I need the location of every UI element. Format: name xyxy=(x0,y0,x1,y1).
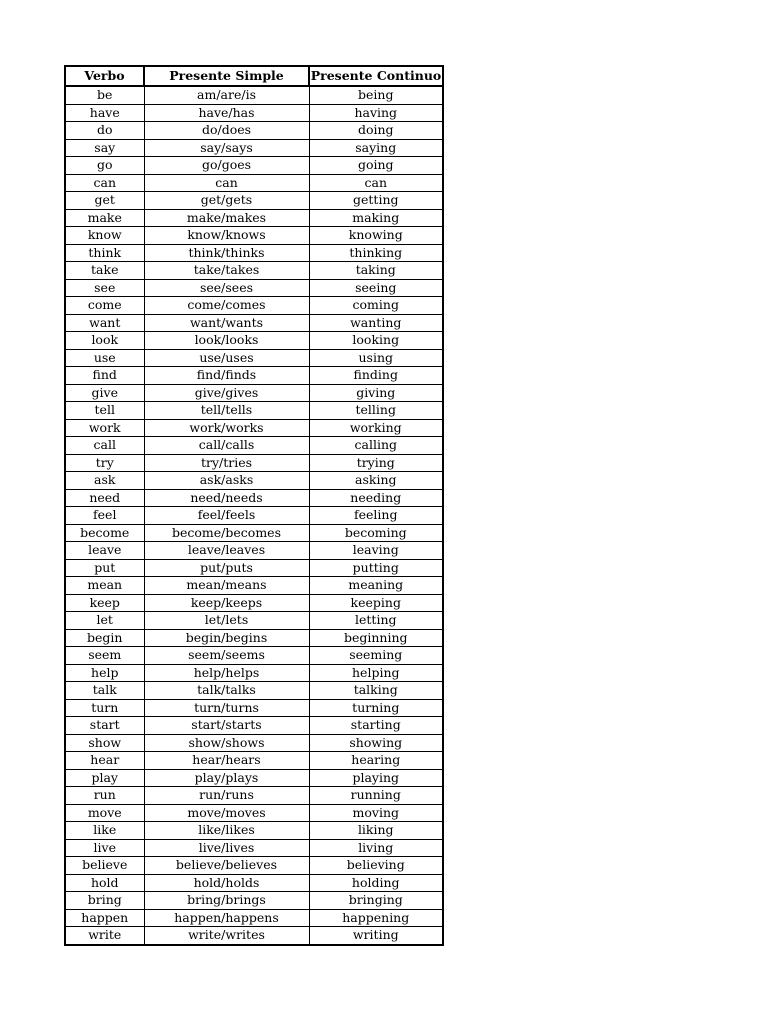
presente-simple-cell: seem/seems xyxy=(144,647,309,665)
presente-simple-cell: put/puts xyxy=(144,559,309,577)
header-verbo: Verbo xyxy=(65,66,144,86)
table-row xyxy=(65,332,443,350)
verb-cell: happen xyxy=(65,909,144,927)
presente-simple-cell: begin/begins xyxy=(144,629,309,647)
verb-cell: start xyxy=(65,717,144,735)
table-row xyxy=(65,262,443,280)
presente-simple-cell: make/makes xyxy=(144,209,309,227)
presente-continuo-cell: happening xyxy=(309,909,443,927)
presente-continuo-cell: playing xyxy=(309,769,443,787)
table-row xyxy=(65,839,443,857)
presente-continuo-cell: working xyxy=(309,419,443,437)
verb-cell: play xyxy=(65,769,144,787)
verb-cell: hear xyxy=(65,752,144,770)
verb-cell: do xyxy=(65,122,144,140)
table-row xyxy=(65,454,443,472)
table-row xyxy=(65,297,443,315)
presente-simple-cell: use/uses xyxy=(144,349,309,367)
presente-continuo-cell: taking xyxy=(309,262,443,280)
table-row xyxy=(65,559,443,577)
presente-continuo-cell: asking xyxy=(309,472,443,490)
table-row xyxy=(65,664,443,682)
presente-continuo-cell: looking xyxy=(309,332,443,350)
table-row xyxy=(65,699,443,717)
presente-simple-cell: am/are/is xyxy=(144,86,309,104)
table-row xyxy=(65,752,443,770)
verb-cell: turn xyxy=(65,699,144,717)
presente-simple-cell: hear/hears xyxy=(144,752,309,770)
verb-cell: want xyxy=(65,314,144,332)
presente-simple-cell: go/goes xyxy=(144,157,309,175)
verb-table xyxy=(64,65,444,946)
presente-simple-cell: feel/feels xyxy=(144,507,309,525)
header-presente-continuo: Presente Continuo xyxy=(309,66,443,86)
header-row xyxy=(65,66,443,86)
presente-continuo-cell: coming xyxy=(309,297,443,315)
verb-cell: call xyxy=(65,437,144,455)
presente-simple-cell: show/shows xyxy=(144,734,309,752)
presente-continuo-cell: finding xyxy=(309,367,443,385)
table-row xyxy=(65,629,443,647)
table-row xyxy=(65,577,443,595)
presente-simple-cell: can xyxy=(144,174,309,192)
presente-simple-cell: run/runs xyxy=(144,787,309,805)
presente-continuo-cell: writing xyxy=(309,927,443,945)
verb-cell: take xyxy=(65,262,144,280)
presente-continuo-cell: beginning xyxy=(309,629,443,647)
table-row xyxy=(65,244,443,262)
table-row xyxy=(65,524,443,542)
presente-continuo-cell: telling xyxy=(309,402,443,420)
presente-continuo-cell: trying xyxy=(309,454,443,472)
presente-continuo-cell: using xyxy=(309,349,443,367)
presente-continuo-cell: living xyxy=(309,839,443,857)
table-row xyxy=(65,157,443,175)
presente-continuo-cell: meaning xyxy=(309,577,443,595)
table-row xyxy=(65,804,443,822)
verb-cell: get xyxy=(65,192,144,210)
verb-cell: mean xyxy=(65,577,144,595)
verb-cell: move xyxy=(65,804,144,822)
presente-simple-cell: tell/tells xyxy=(144,402,309,420)
presente-simple-cell: become/becomes xyxy=(144,524,309,542)
verb-cell: feel xyxy=(65,507,144,525)
verb-cell: bring xyxy=(65,892,144,910)
verb-cell: begin xyxy=(65,629,144,647)
verb-cell: come xyxy=(65,297,144,315)
presente-simple-cell: let/lets xyxy=(144,612,309,630)
table-row xyxy=(65,717,443,735)
presente-continuo-cell: seeing xyxy=(309,279,443,297)
verb-cell: let xyxy=(65,612,144,630)
presente-simple-cell: come/comes xyxy=(144,297,309,315)
presente-continuo-cell: having xyxy=(309,104,443,122)
table-row xyxy=(65,927,443,945)
verb-cell: give xyxy=(65,384,144,402)
presente-continuo-cell: keeping xyxy=(309,594,443,612)
presente-continuo-cell: being xyxy=(309,86,443,104)
presente-continuo-cell: bringing xyxy=(309,892,443,910)
verb-cell: say xyxy=(65,139,144,157)
presente-simple-cell: bring/brings xyxy=(144,892,309,910)
table-row xyxy=(65,682,443,700)
table-row xyxy=(65,139,443,157)
presente-continuo-cell: needing xyxy=(309,489,443,507)
table-row xyxy=(65,174,443,192)
verb-cell: show xyxy=(65,734,144,752)
presente-simple-cell: ask/asks xyxy=(144,472,309,490)
presente-continuo-cell: becoming xyxy=(309,524,443,542)
presente-continuo-cell: wanting xyxy=(309,314,443,332)
presente-simple-cell: give/gives xyxy=(144,384,309,402)
presente-continuo-cell: turning xyxy=(309,699,443,717)
table-row xyxy=(65,402,443,420)
table-row xyxy=(65,349,443,367)
presente-simple-cell: keep/keeps xyxy=(144,594,309,612)
table-row xyxy=(65,279,443,297)
verb-cell: hold xyxy=(65,874,144,892)
verb-cell: write xyxy=(65,927,144,945)
presente-continuo-cell: showing xyxy=(309,734,443,752)
verb-cell: live xyxy=(65,839,144,857)
table-row xyxy=(65,647,443,665)
presente-simple-cell: call/calls xyxy=(144,437,309,455)
presente-continuo-cell: going xyxy=(309,157,443,175)
verb-cell: see xyxy=(65,279,144,297)
verb-cell: keep xyxy=(65,594,144,612)
verb-cell: need xyxy=(65,489,144,507)
presente-continuo-cell: helping xyxy=(309,664,443,682)
presente-continuo-cell: leaving xyxy=(309,542,443,560)
presente-simple-cell: get/gets xyxy=(144,192,309,210)
verb-cell: can xyxy=(65,174,144,192)
presente-continuo-cell: getting xyxy=(309,192,443,210)
presente-continuo-cell: starting xyxy=(309,717,443,735)
presente-simple-cell: leave/leaves xyxy=(144,542,309,560)
presente-continuo-cell: making xyxy=(309,209,443,227)
verb-cell: run xyxy=(65,787,144,805)
presente-simple-cell: have/has xyxy=(144,104,309,122)
table-body xyxy=(65,86,443,945)
presente-simple-cell: move/moves xyxy=(144,804,309,822)
verb-cell: help xyxy=(65,664,144,682)
presente-continuo-cell: saying xyxy=(309,139,443,157)
presente-simple-cell: talk/talks xyxy=(144,682,309,700)
presente-simple-cell: like/likes xyxy=(144,822,309,840)
presente-simple-cell: know/knows xyxy=(144,227,309,245)
presente-simple-cell: mean/means xyxy=(144,577,309,595)
table-row xyxy=(65,909,443,927)
verb-cell: find xyxy=(65,367,144,385)
presente-simple-cell: need/needs xyxy=(144,489,309,507)
presente-simple-cell: look/looks xyxy=(144,332,309,350)
presente-continuo-cell: giving xyxy=(309,384,443,402)
table-row xyxy=(65,104,443,122)
presente-simple-cell: see/sees xyxy=(144,279,309,297)
table-row xyxy=(65,612,443,630)
table-row xyxy=(65,314,443,332)
verb-cell: talk xyxy=(65,682,144,700)
presente-simple-cell: work/works xyxy=(144,419,309,437)
presente-simple-cell: live/lives xyxy=(144,839,309,857)
table-row xyxy=(65,419,443,437)
table-row xyxy=(65,122,443,140)
presente-continuo-cell: hearing xyxy=(309,752,443,770)
verb-cell: ask xyxy=(65,472,144,490)
verb-cell: seem xyxy=(65,647,144,665)
presente-simple-cell: happen/happens xyxy=(144,909,309,927)
table-row xyxy=(65,437,443,455)
presente-simple-cell: hold/holds xyxy=(144,874,309,892)
presente-continuo-cell: believing xyxy=(309,857,443,875)
table-row xyxy=(65,857,443,875)
presente-simple-cell: start/starts xyxy=(144,717,309,735)
table-row xyxy=(65,594,443,612)
verb-cell: have xyxy=(65,104,144,122)
presente-simple-cell: help/helps xyxy=(144,664,309,682)
verb-cell: know xyxy=(65,227,144,245)
presente-continuo-cell: running xyxy=(309,787,443,805)
verb-cell: work xyxy=(65,419,144,437)
presente-continuo-cell: seeming xyxy=(309,647,443,665)
presente-continuo-cell: letting xyxy=(309,612,443,630)
table-row xyxy=(65,472,443,490)
presente-simple-cell: try/tries xyxy=(144,454,309,472)
presente-simple-cell: write/writes xyxy=(144,927,309,945)
presente-simple-cell: think/thinks xyxy=(144,244,309,262)
table-header xyxy=(65,66,443,86)
verb-cell: leave xyxy=(65,542,144,560)
presente-continuo-cell: feeling xyxy=(309,507,443,525)
verb-cell: like xyxy=(65,822,144,840)
table-row xyxy=(65,507,443,525)
presente-simple-cell: take/takes xyxy=(144,262,309,280)
table-row xyxy=(65,787,443,805)
table-row xyxy=(65,892,443,910)
presente-simple-cell: find/finds xyxy=(144,367,309,385)
table-row xyxy=(65,367,443,385)
verb-cell: believe xyxy=(65,857,144,875)
presente-continuo-cell: calling xyxy=(309,437,443,455)
table-row xyxy=(65,822,443,840)
verb-cell: go xyxy=(65,157,144,175)
table-row xyxy=(65,542,443,560)
verb-cell: tell xyxy=(65,402,144,420)
table-row xyxy=(65,874,443,892)
presente-simple-cell: play/plays xyxy=(144,769,309,787)
table-row xyxy=(65,192,443,210)
table-row xyxy=(65,86,443,104)
verb-cell: put xyxy=(65,559,144,577)
presente-continuo-cell: can xyxy=(309,174,443,192)
verb-cell: be xyxy=(65,86,144,104)
verb-cell: make xyxy=(65,209,144,227)
verb-cell: think xyxy=(65,244,144,262)
presente-simple-cell: say/says xyxy=(144,139,309,157)
presente-simple-cell: believe/believes xyxy=(144,857,309,875)
presente-simple-cell: do/does xyxy=(144,122,309,140)
presente-simple-cell: want/wants xyxy=(144,314,309,332)
table-row xyxy=(65,734,443,752)
table-row xyxy=(65,384,443,402)
presente-continuo-cell: holding xyxy=(309,874,443,892)
presente-continuo-cell: talking xyxy=(309,682,443,700)
presente-continuo-cell: doing xyxy=(309,122,443,140)
table-row xyxy=(65,209,443,227)
verb-cell: look xyxy=(65,332,144,350)
header-presente-simple: Presente Simple xyxy=(144,66,309,86)
presente-continuo-cell: liking xyxy=(309,822,443,840)
table-row xyxy=(65,489,443,507)
presente-continuo-cell: moving xyxy=(309,804,443,822)
verb-cell: try xyxy=(65,454,144,472)
presente-continuo-cell: knowing xyxy=(309,227,443,245)
presente-continuo-cell: putting xyxy=(309,559,443,577)
verb-cell: become xyxy=(65,524,144,542)
presente-simple-cell: turn/turns xyxy=(144,699,309,717)
presente-continuo-cell: thinking xyxy=(309,244,443,262)
verb-cell: use xyxy=(65,349,144,367)
table-row xyxy=(65,227,443,245)
table-row xyxy=(65,769,443,787)
